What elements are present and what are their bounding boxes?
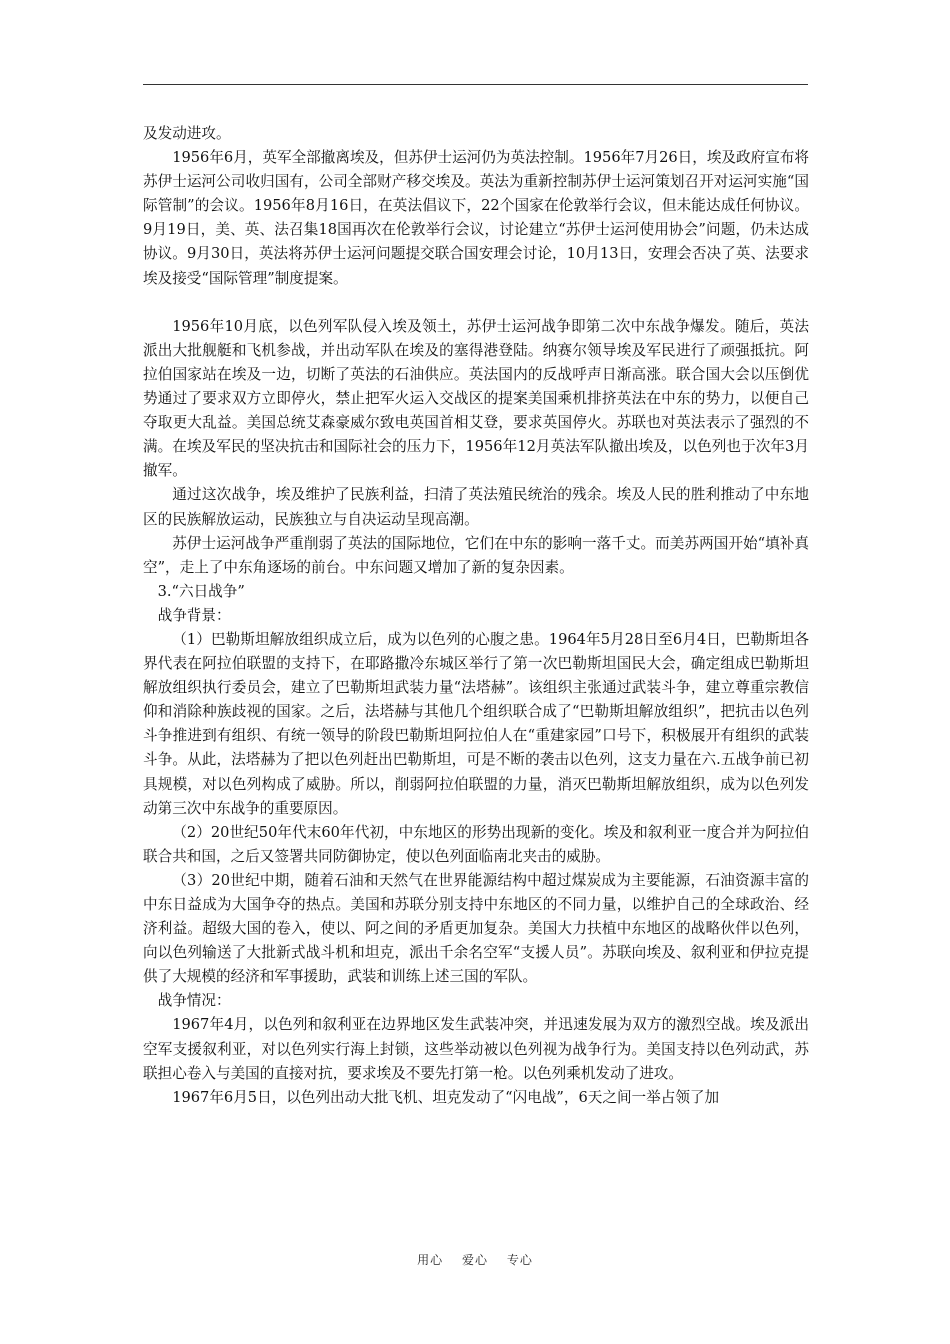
document-body [143,122,809,1110]
subheading-war-situation: 战争情况： [157,992,231,1010]
paragraph-war-result: 通过这次战争，埃及维护了民族利益，扫清了英法殖民统治的残余。埃及人民的胜利推动了中东地区的民族解放运动，民族独立与自决运动呈现高潮。 [143,486,809,528]
paragraph-suez-war: 1956年10月底，以色列军队侵入埃及领土，苏伊士运河战争即第二次中东战争爆发。随后，英法派出大批舰艇和飞机参战，并出动军队在埃及的塞得港登陆。纳赛尔领导埃及军民进行了顽强抵抗。阿拉伯国家站在埃及一边，切断了英法的石油供应。英法国内的反战呼声日渐高涨。联合国大会以压倒优势通过了要求双方立即停火，禁止把军火运入交战区的提案美国乘机排挤英法在中东的势力，以便自己夺取更大乱益。美国总统艾森豪威尔致电英国首相艾登，要求英国停火。苏联也对英法表示了强烈的不满。在埃及军民的坚决抗击和国际社会的压力下，1956年12月英法军队撤出埃及，以色列也于次年3月撤军。 [143,317,809,480]
paragraph-1967-april: 1967年4月，以色列和叙利亚在边界地区发生武装冲突，并迅速发展为双方的激烈空战。埃及派出空军支援叙利亚，对以色列实行海上封锁，这些举动被以色列视为战争行为。美国支持以色列动武，苏联担心卷入与美国的直接对抗，要求埃及不要先打第一枪。以色列乘机发动了进攻。 [143,1016,809,1082]
paragraph-background-2: （2）20世纪50年代末60年代初，中东地区的形势出现新的变化。埃及和叙利亚一度合并为阿拉伯联合共和国，之后又签署共同防御协定，使以色列面临南北夹击的威胁。 [143,823,809,865]
paragraph-1967-june: 1967年6月5日，以色列出动大批飞机、坦克发动了“闪电战”，6天之间一举占领了加 [172,1088,720,1106]
footer-item: 用心 [417,1253,444,1267]
paragraph-background-3: （3）20世纪中期，随着石油和天然气在世界能源结构中超过煤炭成为主要能源，石油资源丰富的中东日益成为大国争夺的热点。美国和苏联分别支持中东地区的不同力量，以维护自己的全球政治、经济利益。超级大国的卷入，使以、阿之间的矛盾更加复杂。美国大力扶植中东地区的战略伙伴以色列，向以色列输送了大批新式战斗机和坦克，派出千余名空军“支援人员”。苏联向埃及、叙利亚和伊拉克提供了大规模的经济和军事援助，武装和训练上述三国的军队。 [143,871,809,986]
paragraph-continuation: 及发动进攻。 [143,125,231,142]
subheading-war-background: 战争背景： [157,606,231,624]
paragraph-1956-june: 1956年6月，英军全部撤离埃及，但苏伊士运河仍为英法控制。1956年7月26日，埃及政府宣布将苏伊士运河公司收归国有，公司全部财产移交埃及。英法为重新控制苏伊士运河策划召开对运河实施“国际管制”的会议。1956年8月16日，在英法倡议下，22个国家在伦敦举行会议，但未能达成任何协议。9月19日，美、英、法召集18国再次在伦敦举行会议，讨论建立“苏伊士运河使用协会”问题，仍未达成协议。9月30日，英法将苏伊士运河问题提交联合国安理会讨论，10月13日，安理会否决了英、法要求埃及接受“国际管理”制度提案。 [143,149,809,287]
paragraph-gap [143,291,809,315]
paragraph-war-impact: 苏伊士运河战争严重削弱了英法的国际地位，它们在中东的影响一落千丈。而美苏两国开始“填补真空”，走上了中东角逐场的前台。中东问题又增加了新的复杂因素。 [143,534,809,576]
header-rule [143,84,808,85]
paragraph-background-1: （1）巴勒斯坦解放组织成立后，成为以色列的心腹之患。1964年5月28日至6月4日，巴勒斯坦各界代表在阿拉伯联盟的支持下，在耶路撒冷东城区举行了第一次巴勒斯坦国民大会，确定组成巴勒斯坦解放组织执行委员会，建立了巴勒斯坦武装力量“法塔赫”。该组织主张通过武装斗争，建立尊重宗教信仰和消除种族歧视的国家。之后，法塔赫与其他几个组织联合成了“巴勒斯坦解放组织”，把抗击以色列斗争推进到有组织、有统一领导的阶段巴勒斯坦阿拉伯人在“重建家园”口号下，积极展开有组织的武装斗争。从此，法塔赫为了把以色列赶出巴勒斯坦，可是不断的袭击以色列，这支力量在六.五战争前已初具规模，对以色列构成了威胁。所以，削弱阿拉伯联盟的力量，消灭巴勒斯坦解放组织，成为以色列发动第三次中东战争的重要原因。 [143,630,809,817]
page-footer [0,1251,950,1268]
footer-item: 专心 [506,1253,533,1267]
footer-item: 爱心 [461,1253,488,1267]
section-heading-six-day-war: 3.“六日战争” [157,582,245,600]
